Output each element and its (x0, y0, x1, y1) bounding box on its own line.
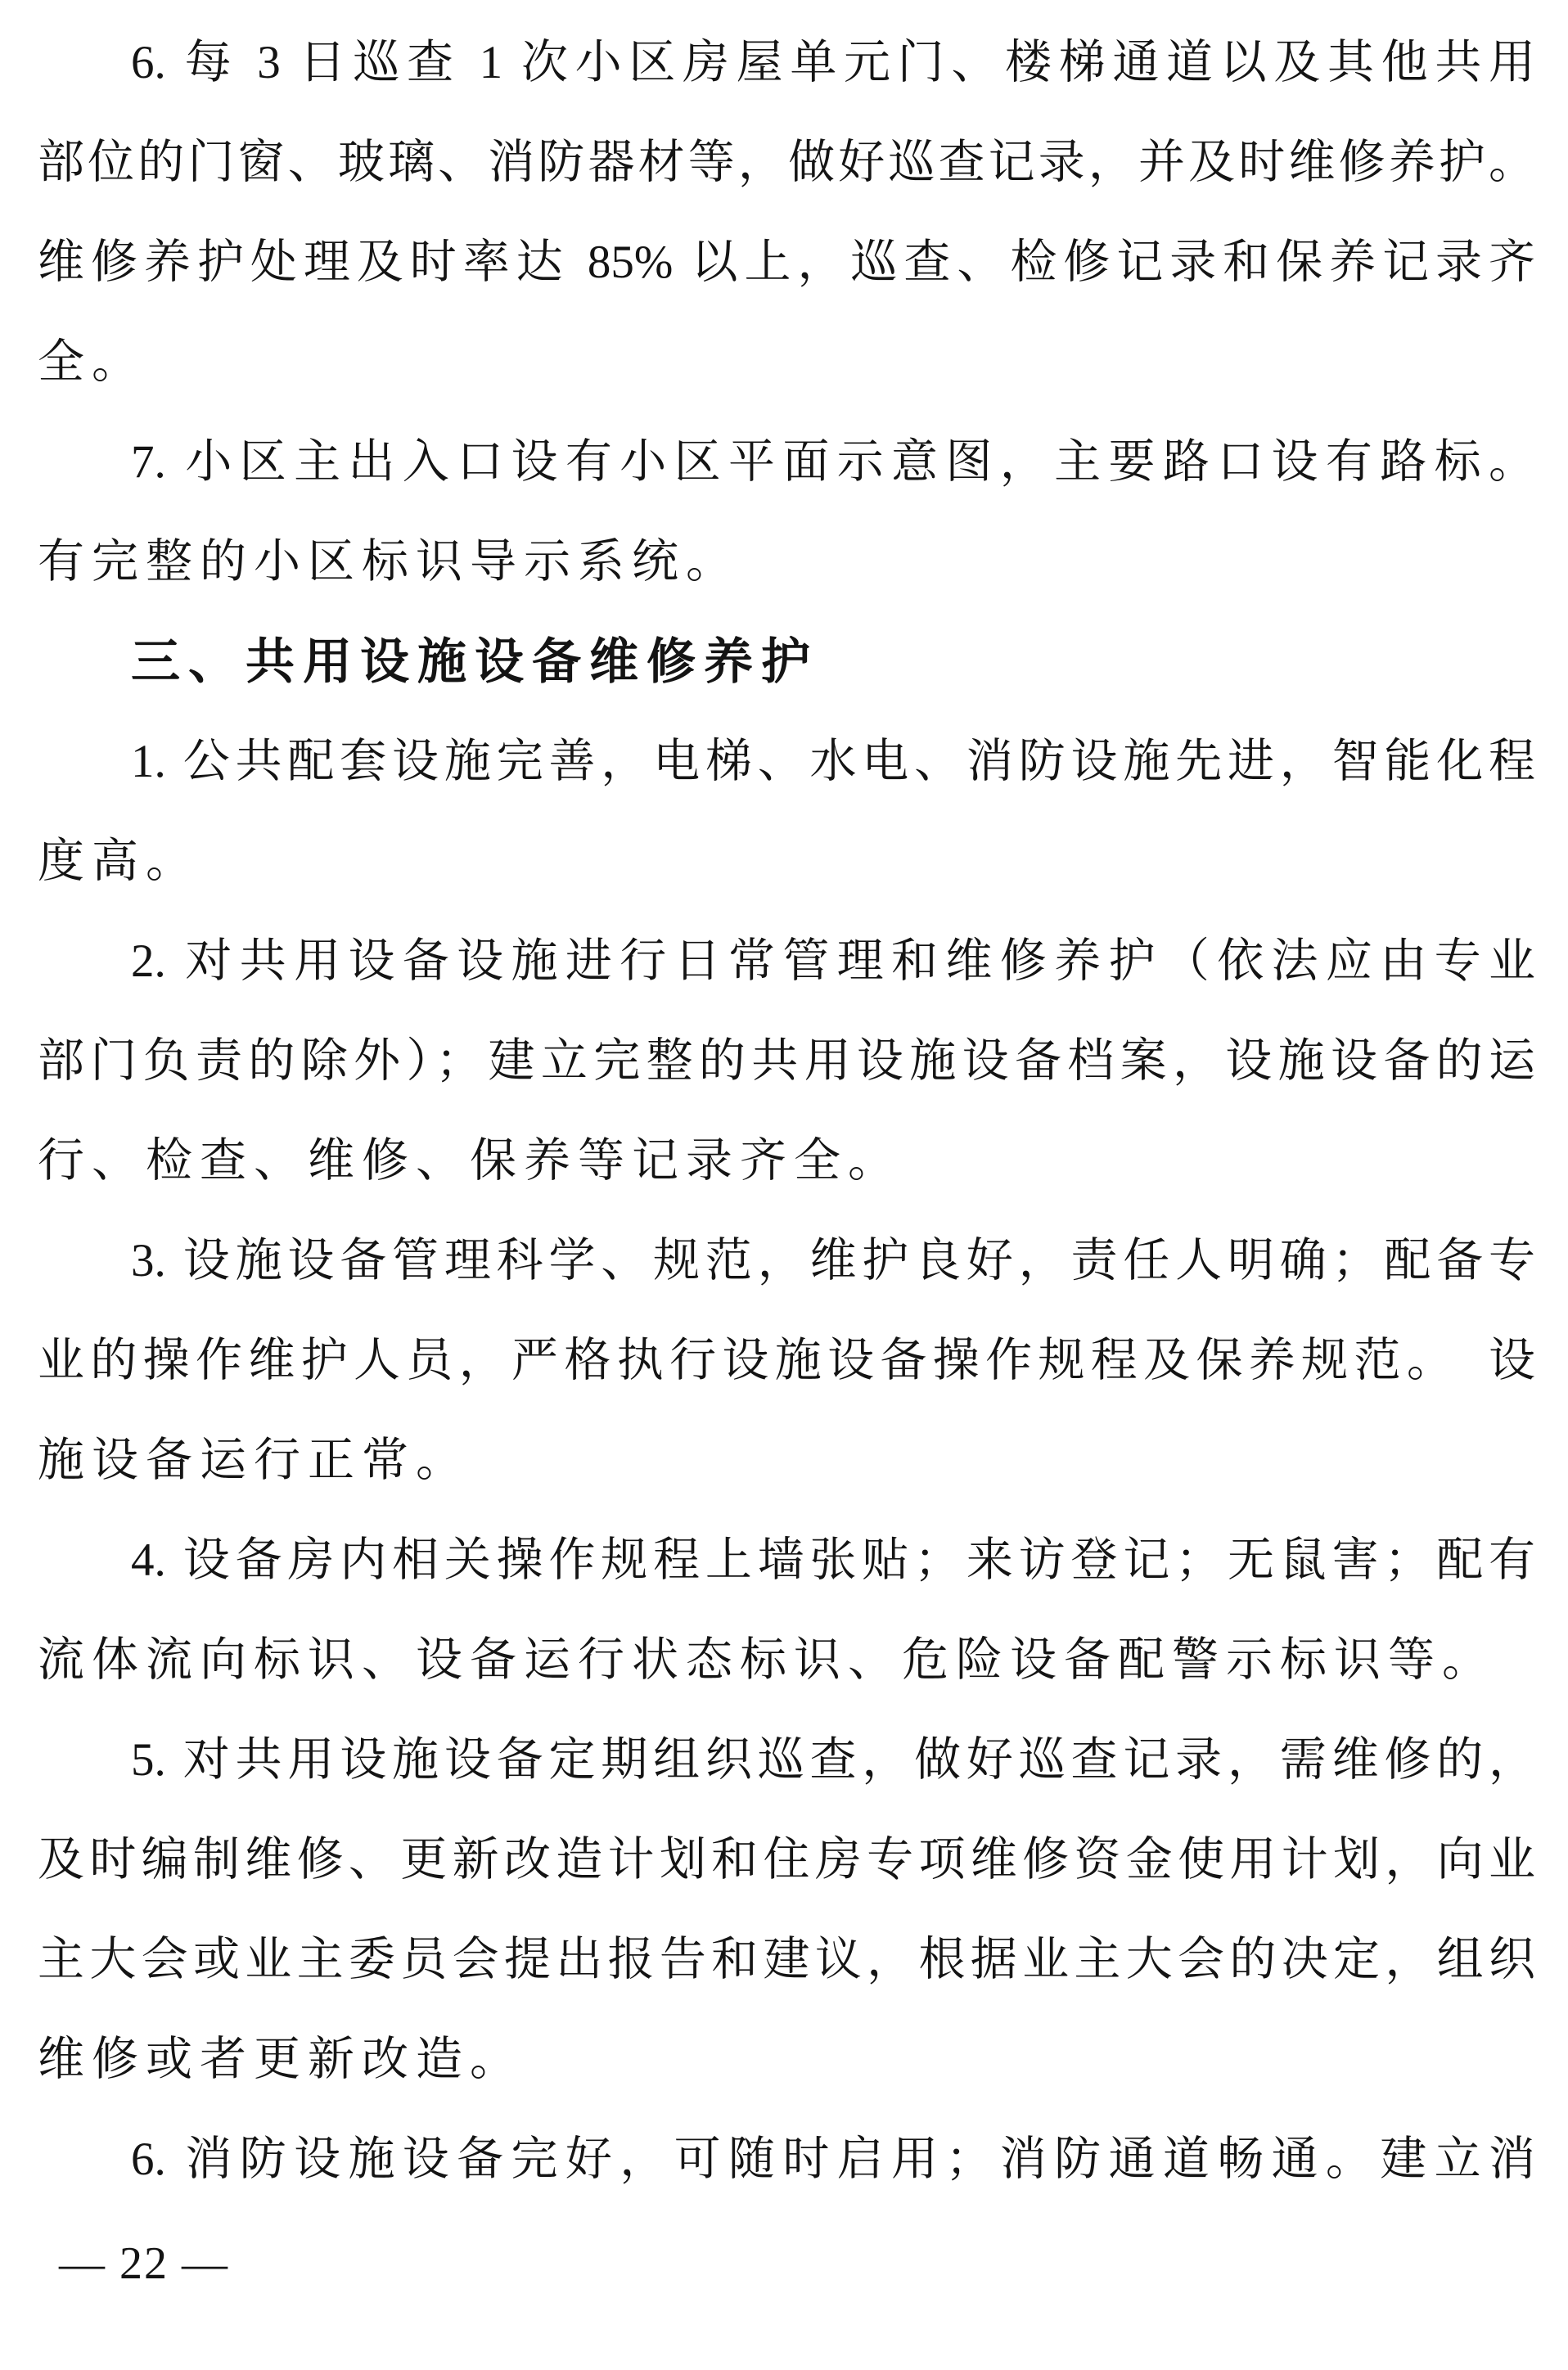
paragraph-line: 流体流向标识、设备运行状态标识、危险设备配警示标识等。 (38, 1634, 1496, 1686)
paragraph-line: 有完整的小区标识导示系统。 (38, 536, 740, 588)
text-column (38, 13, 1535, 2210)
paragraph-line: 业的操作维护人员，严格执行设施设备操作规程及保养规范。 设 (38, 1335, 1535, 1386)
paragraph-line: 2. 对共用设备设施进行日常管理和维修养护（依法应由专业 (131, 935, 1535, 987)
paragraph-line: 7. 小区主出入口设有小区平面示意图，主要路口设有路标。 (131, 436, 1535, 488)
paragraph-line: 行、检查、维修、保养等记录齐全。 (38, 1135, 902, 1187)
paragraph-line: 施设备运行正常。 (38, 1435, 470, 1486)
paragraph-line: 维修或者更新改造。 (38, 2034, 524, 2085)
paragraph-line: 及时编制维修、更新改造计划和住房专项维修资金使用计划，向业 (38, 1834, 1535, 1886)
paragraph-line: 部位的门窗、玻璃、消防器材等，做好巡查记录，并及时维修养护。 (38, 137, 1535, 188)
paragraph-line: 5. 对共用设施设备定期组织巡查，做好巡查记录，需维修的， (131, 1734, 1535, 1786)
paragraph-line: 6. 消防设施设备完好，可随时启用；消防通道畅通。建立消 (131, 2133, 1535, 2185)
section-heading: 三、共用设施设备维修养护 (131, 634, 818, 689)
paragraph-line: 维修养护处理及时率达 85% 以上，巡查、检修记录和保养记录齐 (38, 237, 1535, 288)
paragraph-line: 部门负责的除外）；建立完整的共用设施设备档案，设施设备的运 (38, 1035, 1535, 1087)
page-number: — 22 — (59, 2238, 229, 2289)
paragraph-line: 1. 公共配套设施完善，电梯、水电、消防设施先进，智能化程 (131, 736, 1535, 787)
paragraph-line: 3. 设施设备管理科学、规范，维护良好，责任人明确；配备专 (131, 1235, 1535, 1286)
paragraph-line: 度高。 (38, 836, 200, 887)
paragraph-line: 全。 (38, 336, 146, 388)
paragraph-line: 6. 每 3 日巡查 1 次小区房屋单元门、楼梯通道以及其他共用 (131, 37, 1535, 88)
paragraph-line: 主大会或业主委员会提出报告和建议，根据业主大会的决定，组织 (38, 1934, 1535, 1985)
paragraph-line: 4. 设备房内相关操作规程上墙张贴；来访登记；无鼠害；配有 (131, 1534, 1535, 1586)
